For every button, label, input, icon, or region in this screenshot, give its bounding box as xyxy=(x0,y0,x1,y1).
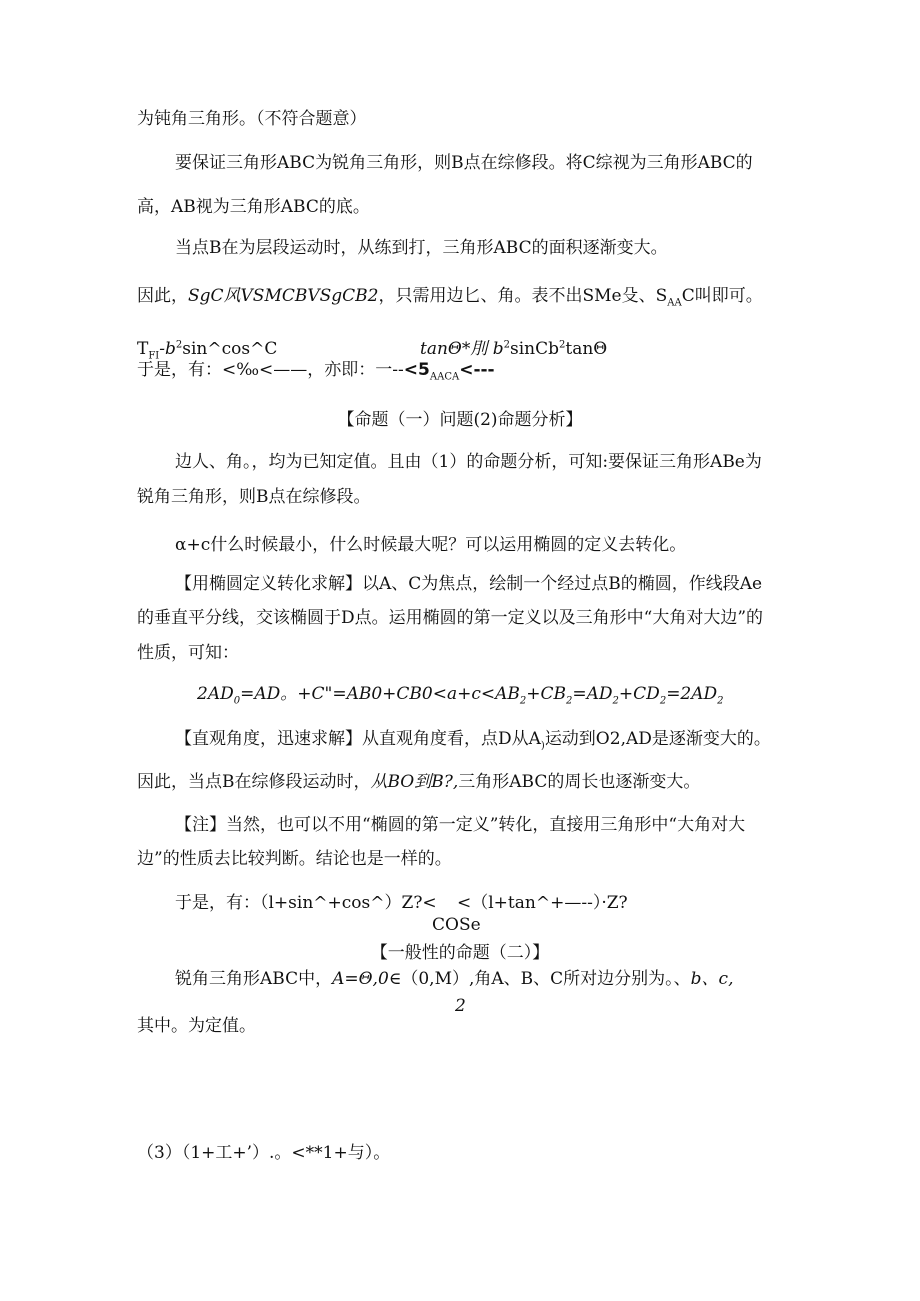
text-span: 运动到O2,AD是逐渐变大的。 xyxy=(544,729,771,749)
formula-line-19-left: 于是，有：（l+sin^+cos^）Z?< xyxy=(175,893,437,913)
text-line-4: 当点B在为层段运动时，从练到打，三角形ABC的面积逐渐变大。 xyxy=(175,238,668,258)
text-span: ，只需用边匕、角。表不出SMe殳、S xyxy=(378,286,668,306)
formula-span: -b xyxy=(159,339,176,359)
formula-span: tanΘ xyxy=(565,339,608,359)
section-heading-2: 【一般性的命题（二）】 xyxy=(370,943,550,963)
text-line-7 xyxy=(137,359,495,381)
formula-span: SgC风VSMCBVSgCB2 xyxy=(188,286,379,306)
subscript: ) xyxy=(540,740,545,752)
text-line-21 xyxy=(175,968,733,990)
formula-line-14 xyxy=(197,683,724,705)
text-line-15 xyxy=(175,728,771,750)
formula-span: =2AD xyxy=(666,684,718,704)
formula-line-19-right: <（l+tan^+—--）·Z? xyxy=(457,893,628,913)
formula-span: sinCb xyxy=(510,339,560,359)
text-line-8: 边人、角。，均为已知定值。且由（1）的命题分析，可知:要保证三角形ABe为 xyxy=(175,452,762,472)
subscript: 2 xyxy=(717,695,724,707)
text-line-13: 性质，可知： xyxy=(137,643,239,663)
formula-span: +CD xyxy=(618,684,660,704)
text-line-24: （3）（1+工+’）.。<**1+与）。 xyxy=(137,1143,391,1163)
text-line-3: 高，AB视为三角形ABC的底。 xyxy=(137,197,370,217)
text-line-16 xyxy=(137,771,700,793)
text-span: 因此，当点B在综修段运动时， xyxy=(137,772,371,792)
formula-span: +CB xyxy=(526,684,567,704)
formula-denominator: COSe xyxy=(432,915,481,935)
subscript: 2 xyxy=(612,695,619,707)
text-span: 【直观角度，迅速求解】从直观角度看，点D从A xyxy=(175,729,541,749)
superscript: 2 xyxy=(559,339,566,351)
text-line-1: 为钝角三角形。（不符合题意） xyxy=(137,109,367,129)
formula-line-6-left xyxy=(137,338,277,360)
formula-denominator-2: 2 xyxy=(455,996,466,1016)
formula-span: sin^cos^C xyxy=(182,339,278,359)
text-span: 锐角三角形ABC中， xyxy=(175,969,333,989)
text-line-2: 要保证三角形ABC为锐角三角形，则B点在综修段。将C综视为三角形ABC的 xyxy=(175,153,753,173)
subscript: 2 xyxy=(519,695,527,707)
formula-line-6-right xyxy=(420,338,607,360)
text-line-12: 的垂直平分线，交该椭圆于D点。运用椭圆的第一定义以及三角形中“大角对大边”的 xyxy=(137,608,764,628)
text-span: 于是，有：<‰<——，亦即：一-- xyxy=(137,360,404,380)
subscript: AA xyxy=(667,297,682,309)
text-line-23: 其中。为定值。 xyxy=(137,1016,256,1036)
superscript: 2 xyxy=(175,339,183,351)
section-heading-1: 【命题（一）问题(2)命题分析】 xyxy=(337,410,583,430)
text-line-11: 【用椭圆定义转化求解】以A、C为焦点，绘制一个经过点B的椭圆，作线段Ae xyxy=(175,574,763,594)
formula-span: =AD xyxy=(572,684,613,704)
subscript: 0 xyxy=(233,695,241,707)
formula-span: 从BO到B?, xyxy=(370,772,459,792)
formula-span: T xyxy=(137,339,149,359)
text-span: 三角形ABC的周长也逐渐变大。 xyxy=(458,772,701,792)
text-span: C叫即可。 xyxy=(681,286,763,306)
text-span: 因此， xyxy=(137,286,188,306)
text-line-10: α+c什么时候最小，什么时候最大呢？可以运用椭圆的定义去转化。 xyxy=(175,535,687,555)
formula-span: A=Θ,0 xyxy=(332,969,389,989)
superscript: 2 xyxy=(503,339,511,351)
text-line-9: 锐角三角形，则B点在综修段。 xyxy=(137,487,371,507)
formula-span: <5 xyxy=(403,360,430,380)
formula-span: 2AD xyxy=(197,684,234,704)
text-line-18: 边”的性质去比较判断。结论也是一样的。 xyxy=(137,849,452,869)
text-line-5 xyxy=(137,285,763,307)
formula-span: =AD。+C"=AB0+CB0<a+c<AB xyxy=(240,684,520,704)
subscript: 2 xyxy=(566,695,573,707)
text-span: ∈（0,M）,角A、B、C所对边分别为。、 xyxy=(388,969,691,989)
formula-span: tanΘ*刖 b xyxy=(420,339,504,359)
subscript: 2 xyxy=(659,695,667,707)
subscript: AACA xyxy=(429,371,460,383)
subscript: FI xyxy=(148,350,160,362)
formula-span: <--- xyxy=(459,360,495,380)
formula-span: b、c, xyxy=(690,969,734,989)
text-line-17: 【注】当然，也可以不用“椭圆的第一定义”转化，直接用三角形中“大角对大 xyxy=(175,815,746,835)
